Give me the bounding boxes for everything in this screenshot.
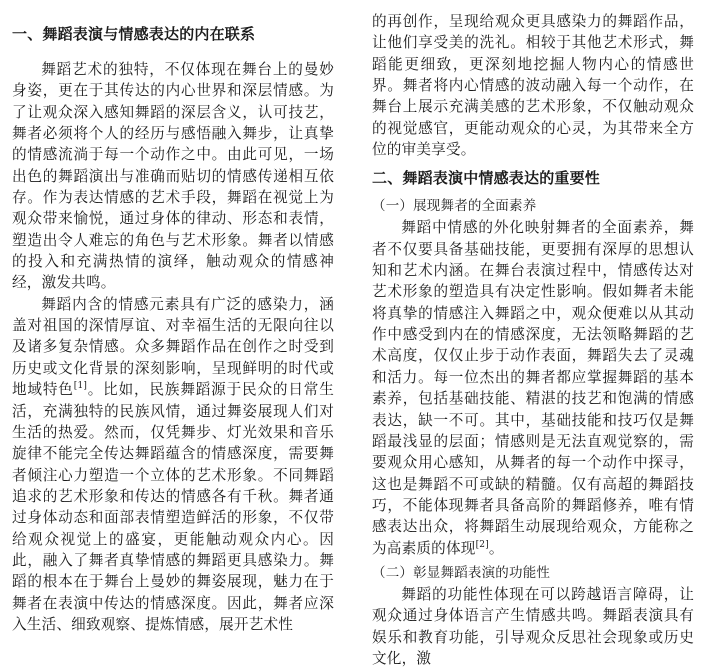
subsection-heading-2: （二）彰显舞蹈表演的功能性 (372, 564, 551, 581)
paragraph-text: 舞蹈内含的情感元素具有广泛的感染力，涵盖对祖国的深情厚谊、对幸福生活的无限向往以及诸多复杂情感。众多舞蹈作品在创作之时受到历史或文化背景的深刻影响，呈现鲜明的时代或地域特色 (12, 295, 334, 399)
paragraph: 舞蹈的功能性体现在可以跨越语言障碍，让观众通过身体语言产生情感共鸣。舞蹈表演具有娱乐和教育功能，引导观众反思社会现象或历史文化，激 (372, 585, 694, 667)
paragraph-text: 。比如，民族舞蹈源于民众的日常生活，充满独特的民族风情，通过舞姿展现人们对生活的热爱。然而，仅凭舞步、灯光效果和音乐旋律不能完全传达舞蹈蕴含的情感深度，需要舞者倾注心力塑造一个立体的艺术形象。不同舞蹈追求的艺术形象和传达的情感各有千秋。舞者通过身体动态和面部表情塑造鲜活的形象，不仅带给观众视觉上的盛宴，更能触动观众内心。因此，融入了舞者真挚情感的舞蹈更具感染力。舞蹈的根本在于舞台上曼妙的舞姿展现，魅力在于舞者在表演中传达的情感深度。因此，舞者应深入生活、细致观察、提炼情感，展开艺术性 (12, 381, 334, 633)
subsection-heading-1: （一）展现舞者的全面素养 (372, 198, 537, 215)
citation-ref: [1] (73, 381, 88, 392)
paragraph (12, 294, 334, 636)
paragraph-text: 舞蹈中情感的外化映射舞者的全面素养，舞者不仅要具备基础技能，更要拥有深厚的思想认知和艺术内涵。在舞台表演过程中，情感传达对艺术形象的塑造具有决定性影响。假如舞者未能将真挚的情感注入舞蹈之中，观众便难以从其动作中感受到内在的情感深度，无法领略舞蹈的艺术高度，仅仅止步于动作表面，舞蹈失去了灵魂和活力。每一位杰出的舞者都应掌握舞蹈的基本素养，包括基础技能、精湛的技艺和饱满的情感表达，缺一不可。其中，基础技能和技巧仅是舞蹈最浅显的层面；情感则是无法直观觉察的，需要观众用心感知，从舞者的每一个动作中探寻，这也是舞蹈不可或缺的精髓。仅有高超的舞蹈技巧，不能体现舞者具备高阶的舞蹈修养，唯有情感表达出众，将舞蹈生动展现给观众，方能称之为高素质的体现 (372, 219, 694, 557)
left-column (12, 0, 334, 635)
right-column (372, 0, 694, 669)
section-heading-1: 一、舞蹈表演与情感表达的内在联系 (12, 25, 256, 43)
section-heading-2: 二、舞蹈表演中情感表达的重要性 (372, 169, 601, 188)
paragraph: 舞蹈艺术的独特，不仅体现在舞台上的曼妙身姿，更在于其传达的内心世界和深层情感。为了让观众深入感知舞蹈的深层含义，认可技艺，舞者必须将个人的经历与感悟融入舞步，让真挚的情感流淌于每一个动作之中。由此可见，一场出色的舞蹈演出与准确而贴切的情感传递相互依存。作为表达情感的艺术手段，舞蹈在视觉上为观众带来愉悦，通过身体的律动、形态和表情，塑造出令人难忘的角色与艺术形象。舞者以情感的投入和充满热情的演绎，触动观众的情感神经，激发共鸣。 (12, 61, 334, 292)
paragraph-continuation: 的再创作，呈现给观众更具感染力的舞蹈作品，让他们享受美的洗礼。相较于其他艺术形式，舞蹈能更细致，更深刻地挖掘人物内心的情感世界。舞者将内心情感的波动融入每一个动作，在舞台上展示充满美感的艺术形象，不仅触动观众的视觉感官，更能动观众的心灵，为其带来全方位的审美享受。 (372, 13, 694, 159)
citation-ref: [2] (475, 539, 489, 550)
paragraph-text: 。 (488, 539, 504, 557)
paragraph (372, 217, 694, 559)
